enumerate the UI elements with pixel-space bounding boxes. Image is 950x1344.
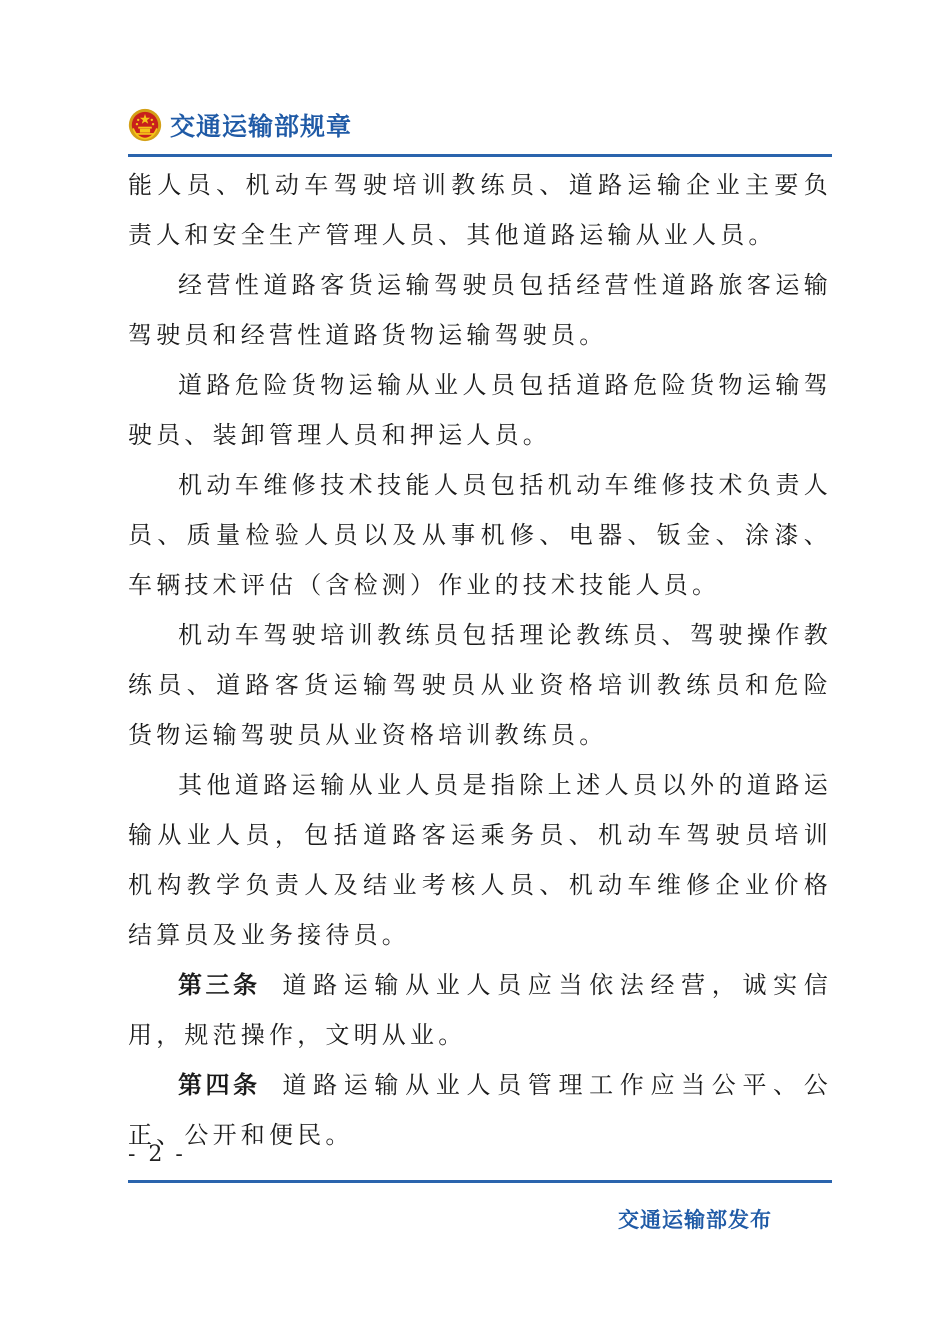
article-four <box>128 1060 832 1160</box>
paragraph-vehicle-repair-staff: 机动车维修技术技能人员包括机动车维修技术负责人员、质量检验人员以及从事机修、电器、钣金、涂漆、车辆技术评估（含检测）作业的技术技能人员。 <box>128 471 832 599</box>
paragraph-driving-instructors: 机动车驾驶培训教练员包括理论教练员、驾驶操作教练员、道路客货运输驾驶员从业资格培训教练员和危险货物运输驾驶员从业资格培训教练员。 <box>128 621 832 749</box>
article-four-label: 第四条 <box>178 1071 261 1099</box>
header-title: 交通运输部规章 <box>170 112 353 141</box>
header-divider <box>128 154 832 157</box>
paragraph-other-staff: 其他道路运输从业人员是指除上述人员以外的道路运输从业人员，包括道路客运乘务员、机动车驾驶员培训机构教学负责人及结业考核人员、机动车维修企业价格结算员及业务接待员。 <box>128 771 832 949</box>
page-number: - 2 - <box>128 1142 186 1167</box>
article-three-label: 第三条 <box>178 971 261 999</box>
paragraph-continued: 能人员、机动车驾驶培训教练员、道路运输企业主要负责人和安全生产管理人员、其他道路运输从业人员。 <box>128 171 832 249</box>
article-four-text: 道路运输从业人员管理工作应当公平、公正、公开和便民。 <box>128 1071 833 1149</box>
article-three-text: 道路运输从业人员应当依法经营，诚实信用，规范操作，文明从业。 <box>128 971 833 1049</box>
article-three <box>128 960 832 1060</box>
document-body <box>128 160 832 1160</box>
paragraph-dangerous-goods-staff: 道路危险货物运输从业人员包括道路危险货物运输驾驶员、装卸管理人员和押运人员。 <box>128 371 832 449</box>
page-header <box>128 100 352 150</box>
footer-publisher: 交通运输部发布 <box>618 1208 772 1232</box>
national-emblem-icon <box>128 108 162 142</box>
paragraph-passenger-freight-drivers: 经营性道路客货运输驾驶员包括经营性道路旅客运输驾驶员和经营性道路货物运输驾驶员。 <box>128 271 832 349</box>
footer-divider <box>128 1180 832 1183</box>
